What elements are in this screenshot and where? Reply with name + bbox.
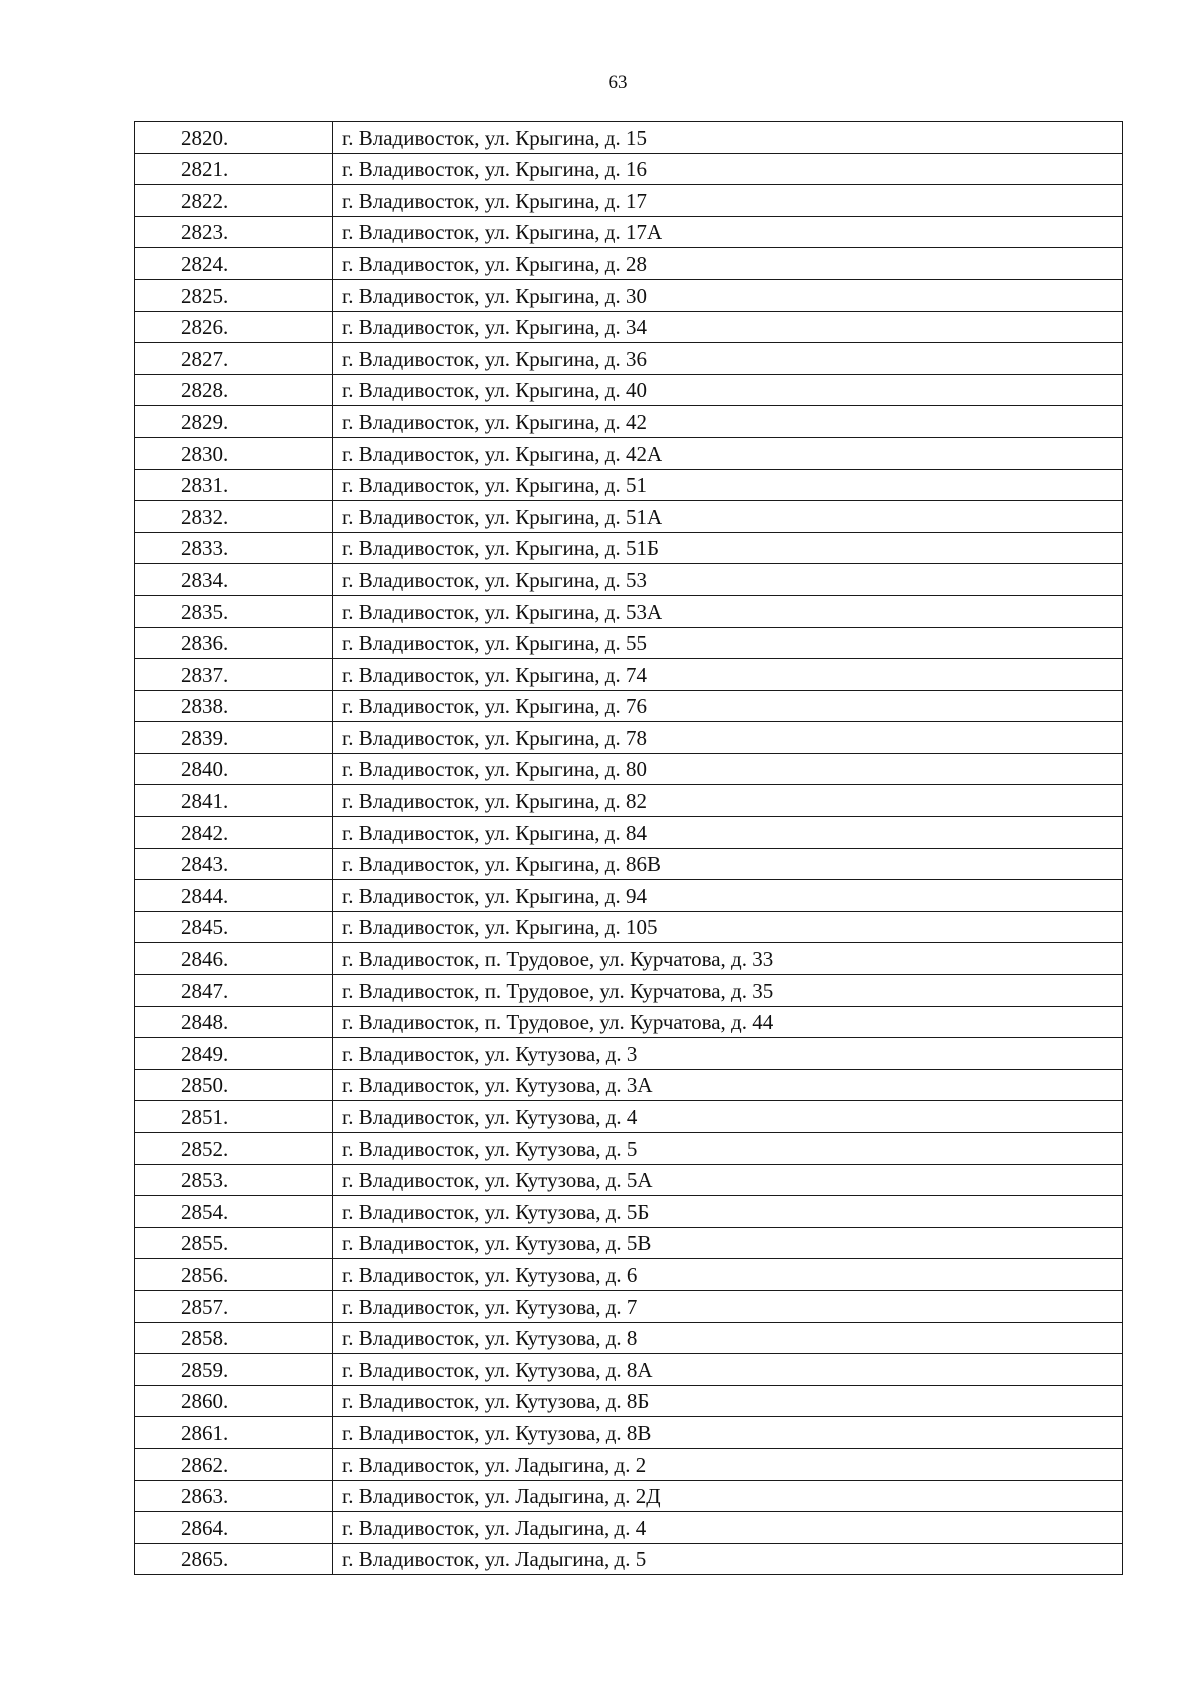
address-cell: г. Владивосток, ул. Ладыгина, д. 2Д	[333, 1480, 1123, 1512]
table-row	[135, 595, 1123, 627]
address-cell: г. Владивосток, ул. Крыгина, д. 51А	[333, 501, 1123, 533]
address-cell: г. Владивосток, ул. Крыгина, д. 78	[333, 722, 1123, 754]
row-number-cell: 2823.	[135, 216, 333, 248]
row-number-cell: 2841.	[135, 785, 333, 817]
address-cell: г. Владивосток, ул. Кутузова, д. 8Б	[333, 1385, 1123, 1417]
address-cell: г. Владивосток, п. Трудовое, ул. Курчатова, д. 44	[333, 1006, 1123, 1038]
address-cell: г. Владивосток, ул. Крыгина, д. 51Б	[333, 532, 1123, 564]
table-row	[135, 1006, 1123, 1038]
address-cell: г. Владивосток, ул. Крыгина, д. 15	[333, 122, 1123, 154]
row-number-cell: 2838.	[135, 690, 333, 722]
address-cell: г. Владивосток, ул. Крыгина, д. 28	[333, 248, 1123, 280]
row-number-cell: 2845.	[135, 911, 333, 943]
row-number-cell: 2840.	[135, 753, 333, 785]
address-cell: г. Владивосток, ул. Кутузова, д. 8А	[333, 1354, 1123, 1386]
address-cell: г. Владивосток, ул. Крыгина, д. 86В	[333, 848, 1123, 880]
row-number-cell: 2836.	[135, 627, 333, 659]
row-number-cell: 2844.	[135, 880, 333, 912]
row-number-cell: 2829.	[135, 406, 333, 438]
table-row	[135, 311, 1123, 343]
row-number-cell: 2854.	[135, 1196, 333, 1228]
table-row	[135, 1480, 1123, 1512]
table-row	[135, 880, 1123, 912]
table-row	[135, 1164, 1123, 1196]
address-cell: г. Владивосток, ул. Ладыгина, д. 5	[333, 1543, 1123, 1575]
address-cell: г. Владивосток, ул. Крыгина, д. 80	[333, 753, 1123, 785]
table-row	[135, 753, 1123, 785]
table-row	[135, 690, 1123, 722]
table-row	[135, 1259, 1123, 1291]
row-number-cell: 2860.	[135, 1385, 333, 1417]
table-row	[135, 374, 1123, 406]
row-number-cell: 2853.	[135, 1164, 333, 1196]
table-row	[135, 122, 1123, 154]
row-number-cell: 2827.	[135, 343, 333, 375]
row-number-cell: 2847.	[135, 975, 333, 1007]
address-cell: г. Владивосток, ул. Кутузова, д. 5А	[333, 1164, 1123, 1196]
table-row	[135, 1512, 1123, 1544]
row-number-cell: 2855.	[135, 1227, 333, 1259]
table-row	[135, 216, 1123, 248]
address-cell: г. Владивосток, п. Трудовое, ул. Курчатова, д. 33	[333, 943, 1123, 975]
table-row	[135, 501, 1123, 533]
row-number-cell: 2822.	[135, 185, 333, 217]
table-row	[135, 1069, 1123, 1101]
table-row	[135, 248, 1123, 280]
table-row	[135, 1038, 1123, 1070]
table-row	[135, 279, 1123, 311]
table-row	[135, 343, 1123, 375]
address-cell: г. Владивосток, ул. Крыгина, д. 17А	[333, 216, 1123, 248]
address-cell: г. Владивосток, ул. Крыгина, д. 34	[333, 311, 1123, 343]
row-number-cell: 2820.	[135, 122, 333, 154]
address-table-body	[135, 122, 1123, 1575]
row-number-cell: 2852.	[135, 1133, 333, 1165]
row-number-cell: 2864.	[135, 1512, 333, 1544]
row-number-cell: 2824.	[135, 248, 333, 280]
address-cell: г. Владивосток, ул. Крыгина, д. 51	[333, 469, 1123, 501]
address-cell: г. Владивосток, ул. Ладыгина, д. 4	[333, 1512, 1123, 1544]
table-row	[135, 1385, 1123, 1417]
row-number-cell: 2839.	[135, 722, 333, 754]
row-number-cell: 2848.	[135, 1006, 333, 1038]
table-row	[135, 1196, 1123, 1228]
row-number-cell: 2859.	[135, 1354, 333, 1386]
row-number-cell: 2833.	[135, 532, 333, 564]
address-cell: г. Владивосток, ул. Крыгина, д. 42А	[333, 437, 1123, 469]
address-cell: г. Владивосток, ул. Крыгина, д. 53А	[333, 595, 1123, 627]
address-cell: г. Владивосток, ул. Крыгина, д. 17	[333, 185, 1123, 217]
row-number-cell: 2826.	[135, 311, 333, 343]
address-cell: г. Владивосток, ул. Крыгина, д. 42	[333, 406, 1123, 438]
table-row	[135, 1354, 1123, 1386]
table-row	[135, 659, 1123, 691]
row-number-cell: 2830.	[135, 437, 333, 469]
row-number-cell: 2831.	[135, 469, 333, 501]
address-cell: г. Владивосток, ул. Кутузова, д. 3	[333, 1038, 1123, 1070]
table-row	[135, 1322, 1123, 1354]
table-row	[135, 1448, 1123, 1480]
row-number-cell: 2835.	[135, 595, 333, 627]
table-row	[135, 785, 1123, 817]
address-cell: г. Владивосток, ул. Крыгина, д. 16	[333, 153, 1123, 185]
row-number-cell: 2858.	[135, 1322, 333, 1354]
row-number-cell: 2861.	[135, 1417, 333, 1449]
table-row	[135, 1543, 1123, 1575]
table-row	[135, 975, 1123, 1007]
address-cell: г. Владивосток, ул. Крыгина, д. 53	[333, 564, 1123, 596]
address-cell: г. Владивосток, ул. Крыгина, д. 30	[333, 279, 1123, 311]
address-cell: г. Владивосток, ул. Кутузова, д. 4	[333, 1101, 1123, 1133]
address-cell: г. Владивосток, п. Трудовое, ул. Курчатова, д. 35	[333, 975, 1123, 1007]
row-number-cell: 2837.	[135, 659, 333, 691]
row-number-cell: 2842.	[135, 817, 333, 849]
table-row	[135, 437, 1123, 469]
address-cell: г. Владивосток, ул. Крыгина, д. 36	[333, 343, 1123, 375]
table-row	[135, 1227, 1123, 1259]
table-row	[135, 817, 1123, 849]
address-cell: г. Владивосток, ул. Крыгина, д. 40	[333, 374, 1123, 406]
address-cell: г. Владивосток, ул. Ладыгина, д. 2	[333, 1448, 1123, 1480]
row-number-cell: 2850.	[135, 1069, 333, 1101]
table-row	[135, 722, 1123, 754]
address-table	[134, 121, 1123, 1575]
table-row	[135, 1133, 1123, 1165]
address-cell: г. Владивосток, ул. Кутузова, д. 7	[333, 1290, 1123, 1322]
address-cell: г. Владивосток, ул. Кутузова, д. 3А	[333, 1069, 1123, 1101]
row-number-cell: 2825.	[135, 279, 333, 311]
table-row	[135, 848, 1123, 880]
address-cell: г. Владивосток, ул. Крыгина, д. 82	[333, 785, 1123, 817]
table-row	[135, 153, 1123, 185]
row-number-cell: 2821.	[135, 153, 333, 185]
address-cell: г. Владивосток, ул. Кутузова, д. 8	[333, 1322, 1123, 1354]
row-number-cell: 2849.	[135, 1038, 333, 1070]
row-number-cell: 2857.	[135, 1290, 333, 1322]
row-number-cell: 2846.	[135, 943, 333, 975]
address-cell: г. Владивосток, ул. Крыгина, д. 94	[333, 880, 1123, 912]
row-number-cell: 2863.	[135, 1480, 333, 1512]
table-row	[135, 943, 1123, 975]
address-cell: г. Владивосток, ул. Крыгина, д. 74	[333, 659, 1123, 691]
table-row	[135, 185, 1123, 217]
address-cell: г. Владивосток, ул. Кутузова, д. 5Б	[333, 1196, 1123, 1228]
address-cell: г. Владивосток, ул. Крыгина, д. 105	[333, 911, 1123, 943]
address-cell: г. Владивосток, ул. Кутузова, д. 8В	[333, 1417, 1123, 1449]
row-number-cell: 2834.	[135, 564, 333, 596]
row-number-cell: 2856.	[135, 1259, 333, 1291]
row-number-cell: 2828.	[135, 374, 333, 406]
table-row	[135, 627, 1123, 659]
row-number-cell: 2851.	[135, 1101, 333, 1133]
table-row	[135, 406, 1123, 438]
address-cell: г. Владивосток, ул. Кутузова, д. 5В	[333, 1227, 1123, 1259]
row-number-cell: 2843.	[135, 848, 333, 880]
table-row	[135, 1290, 1123, 1322]
row-number-cell: 2865.	[135, 1543, 333, 1575]
address-cell: г. Владивосток, ул. Кутузова, д. 5	[333, 1133, 1123, 1165]
table-row	[135, 1101, 1123, 1133]
table-row	[135, 469, 1123, 501]
address-cell: г. Владивосток, ул. Крыгина, д. 55	[333, 627, 1123, 659]
address-cell: г. Владивосток, ул. Крыгина, д. 84	[333, 817, 1123, 849]
address-cell: г. Владивосток, ул. Крыгина, д. 76	[333, 690, 1123, 722]
page-number: 63	[608, 72, 628, 93]
row-number-cell: 2832.	[135, 501, 333, 533]
table-row	[135, 532, 1123, 564]
address-cell: г. Владивосток, ул. Кутузова, д. 6	[333, 1259, 1123, 1291]
row-number-cell: 2862.	[135, 1448, 333, 1480]
table-row	[135, 564, 1123, 596]
table-row	[135, 911, 1123, 943]
table-row	[135, 1417, 1123, 1449]
